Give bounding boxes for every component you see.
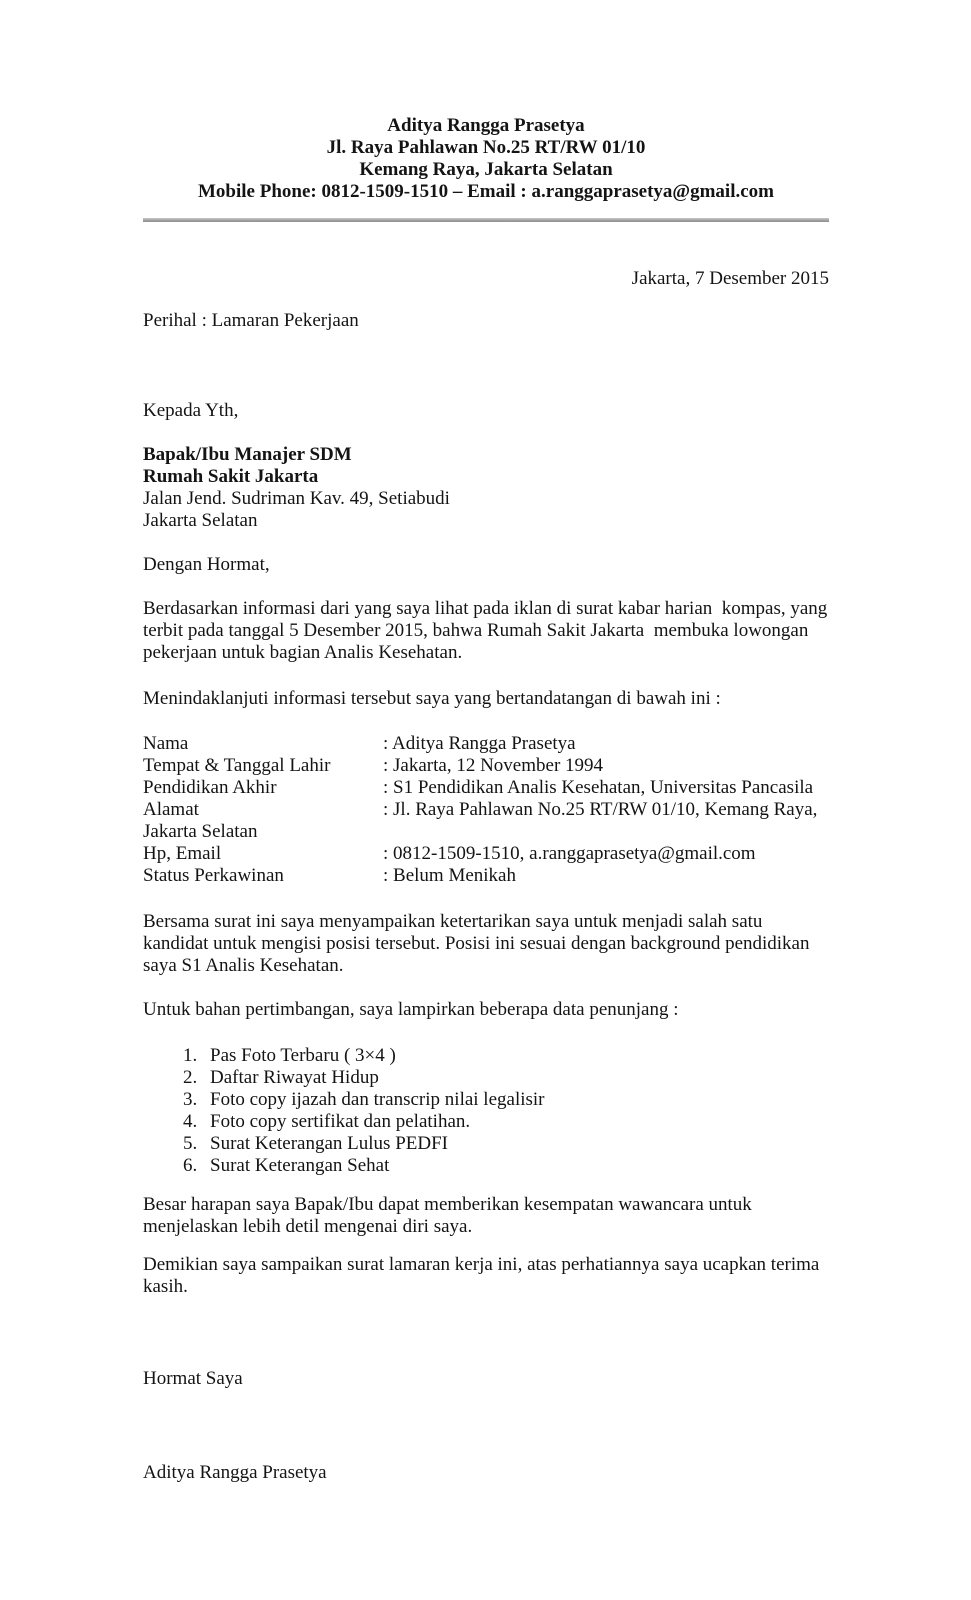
- biodata-table: [143, 733, 843, 887]
- header-divider-rule: [143, 218, 829, 222]
- biodata-value: : Jl. Raya Pahlawan No.25 RT/RW 01/10, Kemang Raya,: [383, 799, 818, 820]
- final-paragraph-line: kasih.: [143, 1276, 188, 1297]
- recipient-address-line-2: Jakarta Selatan: [143, 510, 258, 531]
- biodata-value: : Aditya Rangga Prasetya: [383, 733, 576, 754]
- attachment-item: 6. Surat Keterangan Sehat: [202, 1155, 843, 1177]
- recipient-address-line-1: Jalan Jend. Sudriman Kav. 49, Setiabudi: [143, 488, 450, 509]
- final-paragraph-line: Demikian saya sampaikan surat lamaran kerja ini, atas perhatiannya saya ucapkan terima: [143, 1254, 820, 1275]
- sender-address-line-1: Jl. Raya Pahlawan No.25 RT/RW 01/10: [326, 137, 646, 158]
- opening-paragraph: [143, 598, 843, 664]
- closing-line: Hormat Saya: [143, 1368, 243, 1389]
- greeting-line: Dengan Hormat,: [143, 554, 270, 575]
- interest-paragraph-line: kandidat untuk mengisi posisi tersebut. Posisi ini sesuai dengan background pendidikan: [143, 933, 810, 954]
- biodata-row: [143, 799, 843, 821]
- biodata-value: : Jakarta, 12 November 1994: [383, 755, 604, 776]
- biodata-row: [143, 843, 843, 865]
- interest-paragraph-line: saya S1 Analis Kesehatan.: [143, 955, 344, 976]
- attachments-intro-line: Untuk bahan pertimbangan, saya lampirkan beberapa data penunjang :: [143, 999, 679, 1020]
- opening-paragraph-line: Berdasarkan informasi dari yang saya lihat pada iklan di surat kabar harian kompas, yang: [143, 598, 828, 619]
- attachment-item: 3. Foto copy ijazah dan transcrip nilai legalisir: [202, 1089, 843, 1111]
- biodata-row: [143, 733, 843, 755]
- recipient-salutation: Kepada Yth,: [143, 400, 239, 421]
- attachment-item: 4. Foto copy sertifikat dan pelatihan.: [202, 1111, 843, 1133]
- biodata-label: Pendidikan Akhir: [143, 777, 277, 798]
- date-line: Jakarta, 7 Desember 2015: [631, 268, 829, 289]
- hope-paragraph-line: menjelaskan lebih detil mengenai diri saya.: [143, 1216, 473, 1237]
- sender-name: Aditya Rangga Prasetya: [387, 115, 585, 136]
- sender-header: [143, 115, 829, 203]
- attachment-item: 2. Daftar Riwayat Hidup: [202, 1067, 843, 1089]
- subject-line: Perihal : Lamaran Pekerjaan: [143, 310, 359, 331]
- biodata-row: [143, 865, 843, 887]
- opening-paragraph-line: pekerjaan untuk bagian Analis Kesehatan.: [143, 642, 463, 663]
- biodata-value: : Belum Menikah: [383, 865, 516, 886]
- biodata-label: Nama: [143, 733, 189, 754]
- biodata-label: Jakarta Selatan: [143, 821, 258, 842]
- biodata-value: : 0812-1509-1510, a.ranggaprasetya@gmail.com: [383, 843, 756, 864]
- opening-paragraph-line: terbit pada tanggal 5 Desember 2015, bahwa Rumah Sakit Jakarta membuka lowongan: [143, 620, 809, 641]
- biodata-label: Hp, Email: [143, 843, 222, 864]
- final-paragraph: [143, 1254, 843, 1298]
- biodata-value: : S1 Pendidikan Analis Kesehatan, Universitas Pancasila: [383, 777, 814, 798]
- biodata-row: [143, 755, 843, 777]
- biodata-label: Status Perkawinan: [143, 865, 284, 886]
- attachment-item: 5. Surat Keterangan Lulus PEDFI: [202, 1133, 843, 1155]
- biodata-label: Tempat & Tanggal Lahir: [143, 755, 331, 776]
- biodata-label: Alamat: [143, 799, 199, 820]
- attachments-list: [143, 1045, 843, 1177]
- hope-paragraph: [143, 1194, 843, 1238]
- biodata-row: [143, 821, 843, 843]
- attachment-item: 1. Pas Foto Terbaru ( 3×4 ): [202, 1045, 843, 1067]
- sender-address-line-2: Kemang Raya, Jakarta Selatan: [359, 159, 613, 180]
- interest-paragraph: [143, 911, 843, 977]
- followup-line: Menindaklanjuti informasi tersebut saya yang bertandatangan di bawah ini :: [143, 688, 721, 709]
- hope-paragraph-line: Besar harapan saya Bapak/Ibu dapat memberikan kesempatan wawancara untuk: [143, 1194, 752, 1215]
- recipient-organization: Rumah Sakit Jakarta: [143, 466, 319, 487]
- recipient-block: [143, 444, 843, 532]
- signature-name: Aditya Rangga Prasetya: [143, 1462, 327, 1483]
- interest-paragraph-line: Bersama surat ini saya menyampaikan ketertarikan saya untuk menjadi salah satu: [143, 911, 763, 932]
- sender-contact-line: Mobile Phone: 0812-1509-1510 – Email : a.ranggaprasetya@gmail.com: [197, 181, 774, 202]
- biodata-row: [143, 777, 843, 799]
- recipient-title: Bapak/Ibu Manajer SDM: [143, 444, 352, 465]
